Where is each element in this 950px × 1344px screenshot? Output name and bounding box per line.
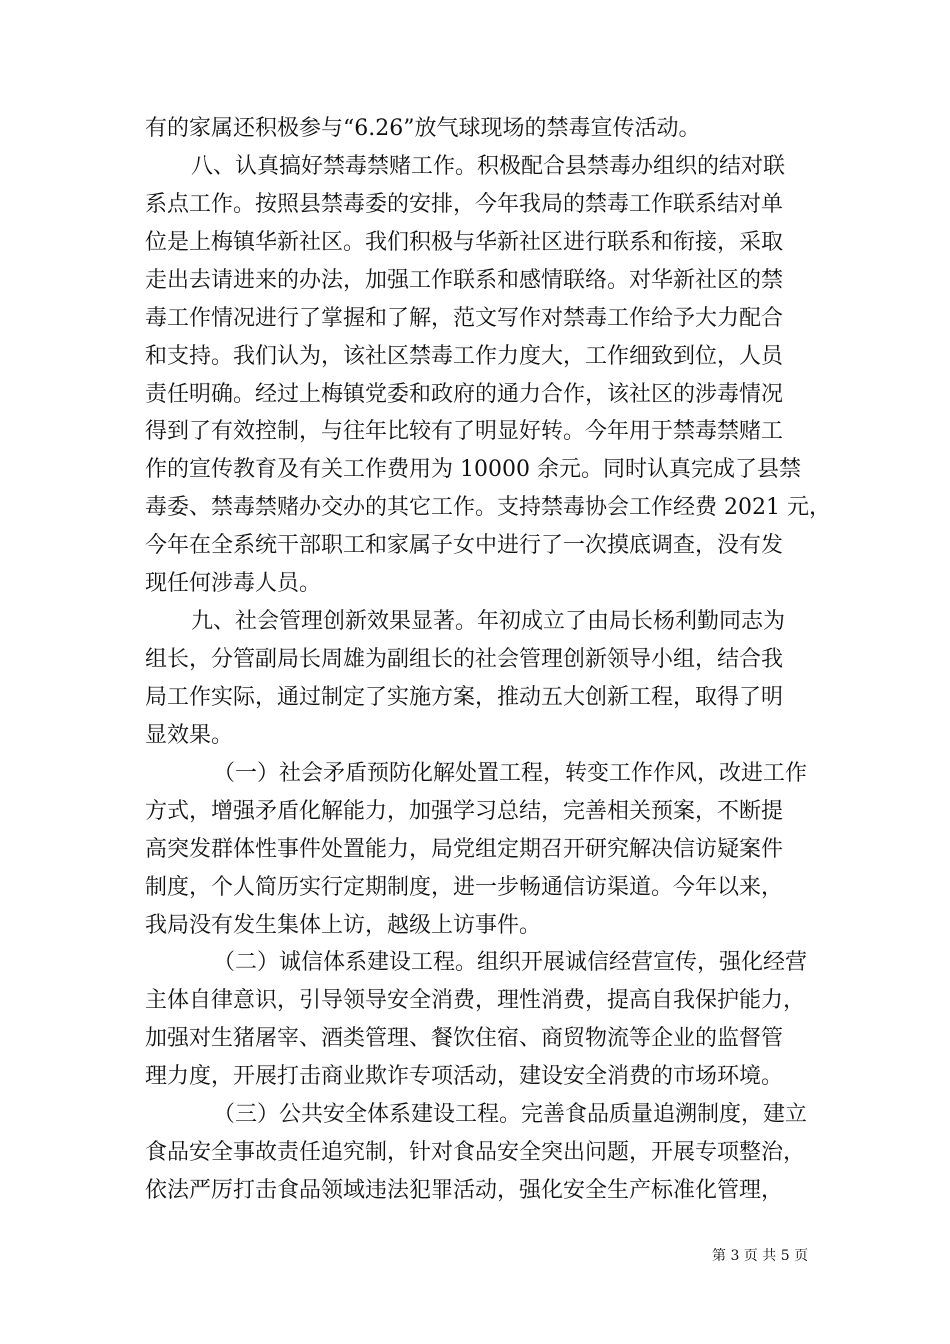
text-line: 八、认真搞好禁毒禁赌工作。积极配合县禁毒办组织的结对联 bbox=[191, 154, 786, 179]
text-line: 作的宣传教育及有关工作费用为 10000 余元。同时认真完成了县禁 bbox=[145, 457, 801, 482]
text-line: （三）公共安全体系建设工程。完善食品质量追溯制度，建立 bbox=[213, 1102, 808, 1127]
text-line: 责任明确。经过上梅镇党委和政府的通力合作，该社区的涉毒情况 bbox=[145, 382, 784, 407]
text-line: 理力度，开展打击商业欺诈专项活动，建设安全消费的市场环境。 bbox=[145, 1064, 784, 1089]
text-line: 制度，个人简历实行定期制度，进一步畅通信访渠道。今年以来， bbox=[145, 875, 784, 900]
text-line: （二）诚信体系建设工程。组织开展诚信经营宣传，强化经营 bbox=[213, 950, 808, 975]
text-line: 我局没有发生集体上访，越级上访事件。 bbox=[145, 913, 542, 938]
text-line: 组长，分管副局长周雄为副组长的社会管理创新领导小组，结合我 bbox=[145, 647, 784, 672]
text-line: 走出去请进来的办法，加强工作联系和感情联络。对华新社区的禁 bbox=[145, 268, 784, 293]
text-line: 显效果。 bbox=[145, 723, 234, 748]
text-line: 现任何涉毒人员。 bbox=[145, 571, 322, 596]
text-line: 位是上梅镇华新社区。我们积极与华新社区进行联系和衔接，采取 bbox=[145, 230, 784, 255]
text-line: 有的家属还积极参与“6.26”放气球现场的禁毒宣传活动。 bbox=[145, 116, 701, 141]
text-line: 局工作实际，通过制定了实施方案，推动五大创新工程，取得了明 bbox=[145, 685, 784, 710]
text-line: 主体自律意识，引导领导安全消费，理性消费，提高自我保护能力， bbox=[145, 988, 806, 1013]
text-line: 依法严厉打击食品领域违法犯罪活动，强化安全生产标准化管理， bbox=[145, 1178, 784, 1203]
text-line: 食品安全事故责任追究制，针对食品安全突出问题，开展专项整治， bbox=[145, 1140, 806, 1165]
page-number-footer: 第 3 页 共 5 页 bbox=[712, 1248, 809, 1264]
text-line: 加强对生猪屠宰、酒类管理、餐饮住宿、商贸物流等企业的监督管 bbox=[145, 1026, 784, 1051]
text-line: 九、社会管理创新效果显著。年初成立了由局长杨利勤同志为 bbox=[191, 609, 786, 634]
text-line: 毒委、禁毒禁赌办交办的其它工作。支持禁毒协会工作经费 2021 元， bbox=[145, 495, 831, 520]
text-line: （一）社会矛盾预防化解处置工程，转变工作作风，改进工作 bbox=[213, 761, 808, 786]
text-line: 得到了有效控制，与往年比较有了明显好转。今年用于禁毒禁赌工 bbox=[145, 419, 784, 444]
text-line: 方式，增强矛盾化解能力，加强学习总结，完善相关预案，不断提 bbox=[145, 799, 784, 824]
text-line: 今年在全系统干部职工和家属子女中进行了一次摸底调查，没有发 bbox=[145, 533, 784, 558]
text-line: 系点工作。按照县禁毒委的安排，今年我局的禁毒工作联系结对单 bbox=[145, 192, 784, 217]
text-line: 毒工作情况进行了掌握和了解，范文写作对禁毒工作给予大力配合 bbox=[145, 306, 784, 331]
text-line: 高突发群体性事件处置能力，局党组定期召开研究解决信访疑案件 bbox=[145, 837, 784, 862]
text-line: 和支持。我们认为，该社区禁毒工作力度大，工作细致到位，人员 bbox=[145, 344, 784, 369]
